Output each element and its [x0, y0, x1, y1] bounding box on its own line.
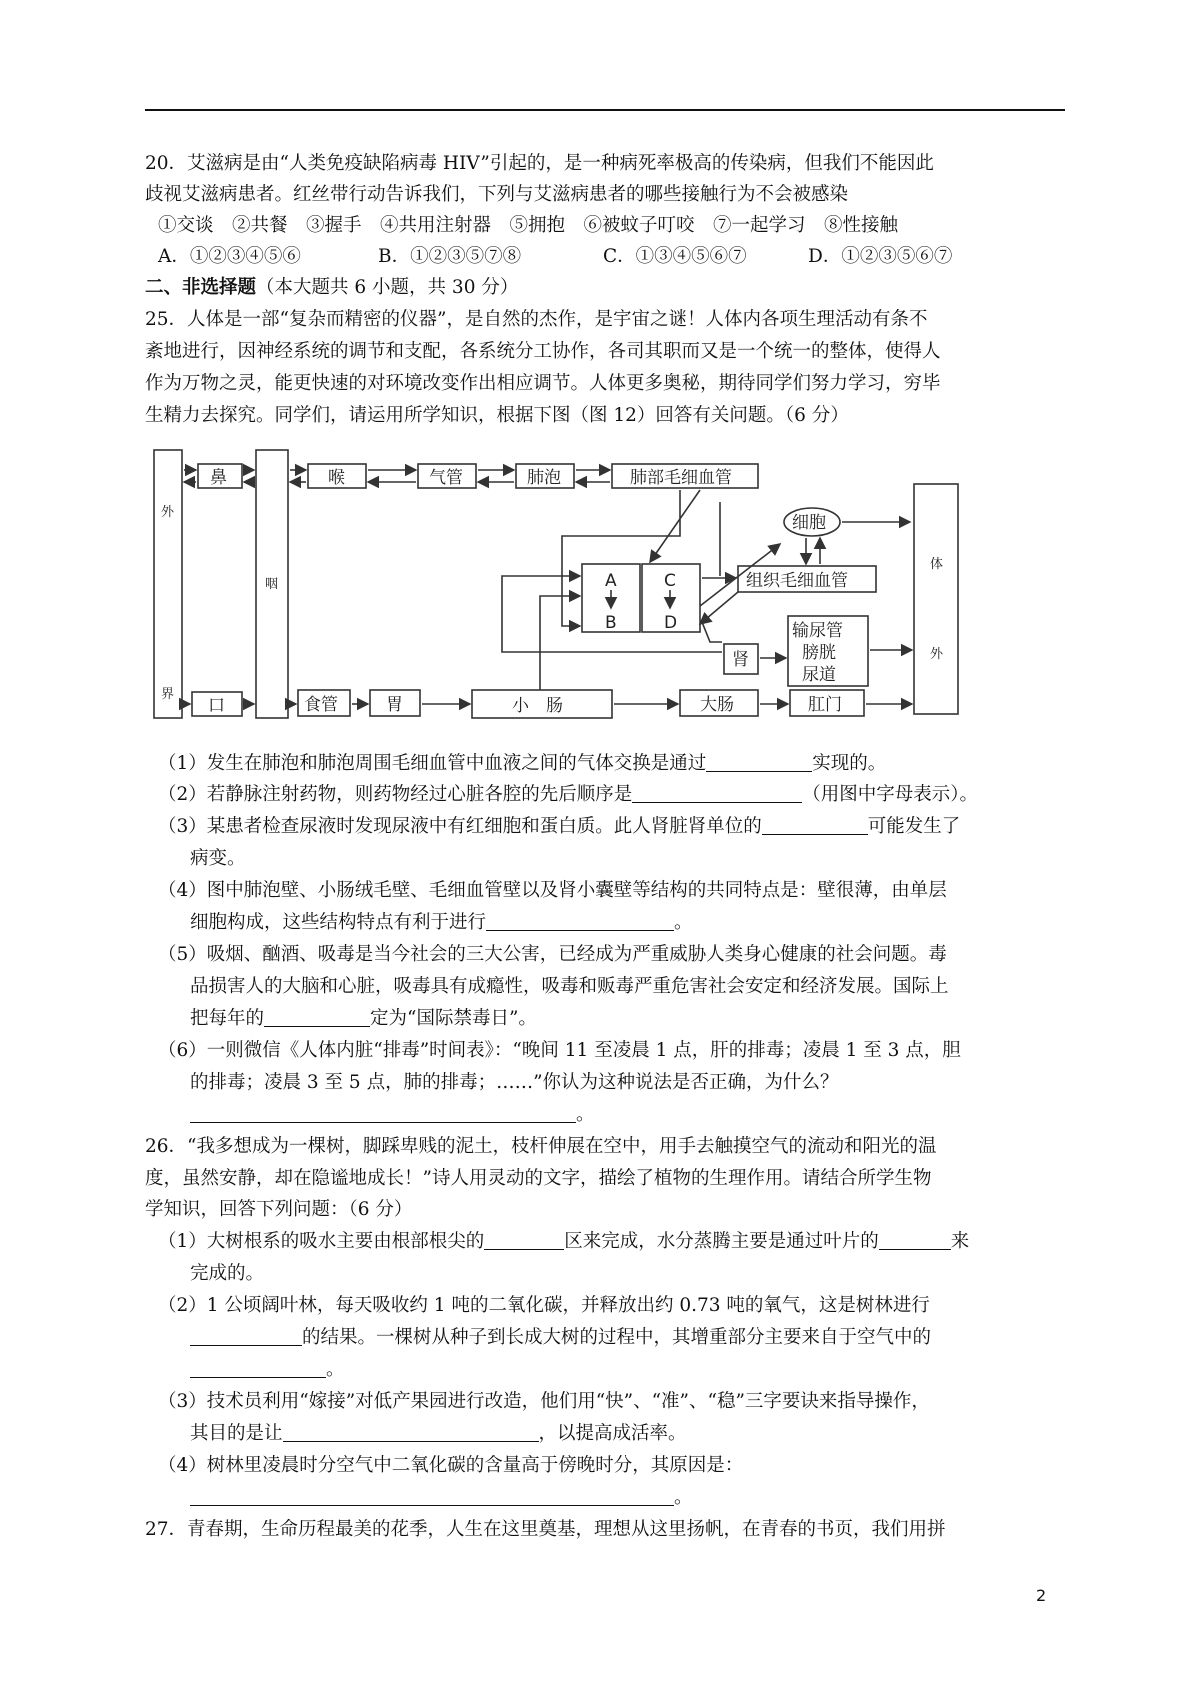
tissue-capillaries-label: 组织毛细血管 — [746, 571, 848, 591]
kidney-label: 肾 — [732, 650, 749, 670]
q26-sub1-blank2[interactable] — [879, 1231, 951, 1250]
urinary-label-3: 尿道 — [802, 665, 836, 685]
heart-c-label: C — [664, 571, 676, 591]
q25-sub2-tail: （用图中字母表示）。 — [802, 784, 979, 805]
q25-sub6-line2: 的排毒；凌晨 3 至 5 点，肺的排毒；……”你认为这种说法是否正确，为什么？ — [190, 1072, 839, 1093]
q25-sub4-line1: （4）图中肺泡壁、小肠绒毛壁、毛细血管壁以及肾小囊壁等结构的共同特点是：壁很薄，由单层 — [158, 880, 947, 901]
heart-a-label: A — [605, 571, 617, 591]
q20-items: ①交谈 ②共餐 ③握手 ④共用注射器 ⑤拥抱 ⑥被蚊子叮咬 ⑦一起学习 ⑧性接触 — [158, 215, 899, 236]
q25-sub1 — [158, 752, 886, 776]
q25-sub5-blank[interactable] — [264, 1008, 370, 1027]
q20-option-c: C．①③④⑤⑥⑦ — [603, 246, 747, 267]
q26-sub2-blank1[interactable] — [190, 1327, 302, 1346]
small-intestine-label: 小 肠 — [512, 696, 563, 716]
header-rule — [145, 109, 1065, 111]
q25-sub3 — [158, 815, 960, 839]
q25-sub2-blank[interactable] — [632, 784, 802, 803]
q20-option-b: B．①②③⑤⑦⑧ — [378, 246, 522, 267]
section2-note: （本大题共 6 小题，共 30 分） — [256, 277, 519, 298]
q25-sub6-line1: （6）一则微信《人体内脏“排毒”时间表》：“晚间 11 至凌晨 1 点，肝的排毒；凌晨 1 至 3 点，胆 — [158, 1040, 961, 1061]
q26-line1: 26．“我多想成为一棵树，脚踩卑贱的泥土，枝杆伸展在空中，用手去触摸空气的流动和阳光的温 — [145, 1136, 937, 1157]
outer-world-label-top: 外 — [161, 505, 175, 520]
q25-line4: 生精力去探究。同学们，请运用所学知识，根据下图（图 12）回答有关问题。（6 分） — [145, 405, 849, 426]
q20-line2: 歧视艾滋病患者。红丝带行动告诉我们，下列与艾滋病患者的哪些接触行为不会被感染 — [145, 184, 849, 205]
q25-sub3-cont: 病变。 — [190, 848, 246, 869]
body-systems-diagram — [140, 446, 980, 726]
q25-sub3-blank[interactable] — [762, 816, 868, 835]
q25-line1: 25．人体是一部“复杂而精密的仪器”，是自然的杰作，是宇宙之谜！人体内各项生理活动有条不 — [145, 309, 928, 330]
q26-sub1-blank1[interactable] — [484, 1231, 564, 1250]
q25-line2: 紊地进行，因神经系统的调节和支配，各系统分工协作，各司其职而又是一个统一的整体，使得人 — [145, 341, 941, 362]
body-exterior-label-top: 体 — [930, 557, 944, 572]
q25-sub1-tail: 实现的。 — [812, 753, 887, 774]
q27-line1: 27．青春期，生命历程最美的花季，人生在这里奠基，理想从这里扬帆，在青春的书页，我们用拼 — [145, 1519, 946, 1540]
outer-world-label-bottom: 界 — [161, 687, 175, 702]
q25-sub5-text: 把每年的 — [190, 1008, 265, 1029]
q26-line3: 学知识，回答下列问题：（6 分） — [145, 1199, 413, 1220]
body-exterior-label-bottom: 外 — [930, 647, 944, 662]
q26-sub2-line1: （2）1 公顷阔叶林，每天吸收约 1 吨的二氧化碳，并释放出约 0.73 吨的氧气，这是树林进行 — [158, 1295, 930, 1316]
page-number: 2 — [1036, 1586, 1047, 1605]
esophagus-label: 食管 — [304, 695, 338, 715]
q25-sub2 — [158, 783, 978, 807]
section2-heading — [145, 276, 518, 300]
q26-sub4-blank[interactable] — [190, 1487, 674, 1506]
urinary-label-1: 输尿管 — [792, 621, 843, 641]
q26-sub3-line1: （3）技术员利用“嫁接”对低产果园进行改造，他们用“快”、“准”、“稳”三字要诀来指导操作， — [158, 1391, 930, 1412]
lung-capillaries-label: 肺部毛细血管 — [630, 468, 732, 488]
q25-sub6-line3 — [190, 1103, 595, 1127]
q26-sub1-tail: 来 — [950, 1231, 970, 1252]
q25-sub6-tail: 。 — [576, 1104, 595, 1125]
nose-label: 鼻 — [210, 468, 227, 488]
q20-option-a: A．①②③④⑤⑥ — [158, 246, 301, 267]
body-exterior-box — [914, 484, 958, 714]
q26-sub2-text: 的结果。一棵树从种子到长成大树的过程中，其增重部分主要来自于空气中的 — [302, 1327, 932, 1348]
q26-line2: 度，虽然安静，却在隐谧地成长！”诗人用灵动的文字，描绘了植物的生理作用。请结合所学生物 — [145, 1168, 932, 1189]
urinary-label-2: 膀胱 — [802, 643, 836, 663]
heart-d-label: D — [664, 613, 678, 633]
q25-sub5-line3 — [190, 1007, 537, 1031]
q25-sub1-blank[interactable] — [706, 753, 812, 772]
q26-sub1-line1 — [158, 1230, 969, 1254]
larynx-label: 喉 — [328, 468, 345, 488]
q26-sub3-line2 — [190, 1422, 687, 1446]
q25-sub3-tail: 可能发生了 — [867, 816, 961, 837]
q26-sub2-line2 — [190, 1326, 931, 1350]
q26-sub3-blank[interactable] — [283, 1423, 539, 1442]
q25-sub2-text: （2）若静脉注射药物，则药物经过心脏各腔的先后顺序是 — [158, 784, 633, 805]
q25-sub3-text: （3）某患者检查尿液时发现尿液中有红细胞和蛋白质。此人肾脏肾单位的 — [158, 816, 762, 837]
q25-sub6-blank[interactable] — [190, 1104, 576, 1123]
outer-world-box — [154, 450, 182, 718]
pharynx-label: 咽 — [265, 577, 279, 592]
q20-option-d: D．①②③⑤⑥⑦ — [808, 246, 953, 267]
section2-title: 二、非选择题 — [145, 277, 257, 298]
q26-sub3-tail: ，以提高成活率。 — [538, 1423, 687, 1444]
q26-sub4-line1: （4）树林里凌晨时分空气中二氧化碳的含量高于傍晚时分，其原因是： — [158, 1455, 744, 1476]
q26-sub1-text: （1）大树根系的吸水主要由根部根尖的 — [158, 1231, 485, 1252]
q26-sub3-text: 其目的是让 — [190, 1423, 283, 1444]
heart-b-label: B — [605, 613, 617, 633]
q26-sub2-tail: 。 — [326, 1359, 345, 1380]
alveoli-label: 肺泡 — [527, 468, 561, 488]
q26-sub1-line2: 完成的。 — [190, 1263, 265, 1284]
q20-line1: 20．艾滋病是由“人类免疫缺陷病毒 HIV”引起的，是一种病死率极高的传染病，但我们不能因此 — [145, 153, 934, 174]
q25-sub4-line2 — [190, 911, 693, 935]
q25-sub5-line2: 品损害人的大脑和心脏，吸毒具有成瘾性，吸毒和贩毒严重危害社会安定和经济发展。国际上 — [190, 976, 949, 997]
large-intestine-label: 大肠 — [700, 695, 734, 715]
stomach-label: 胃 — [386, 695, 403, 715]
q25-sub5-tail: 定为“国际禁毒日”。 — [370, 1008, 537, 1029]
q25-sub1-text: （1）发生在肺泡和肺泡周围毛细血管中血液之间的气体交换是通过 — [158, 753, 707, 774]
trachea-label: 气管 — [429, 468, 463, 488]
q26-sub4-line2 — [190, 1486, 693, 1510]
q25-sub4-blank[interactable] — [486, 912, 674, 931]
q25-sub5-line1: （5）吸烟、酗酒、吸毒是当今社会的三大公害，已经成为严重威胁人类身心健康的社会问题。毒 — [158, 944, 947, 965]
q26-sub1-mid: 区来完成，水分蒸腾主要是通过叶片的 — [564, 1231, 879, 1252]
q26-sub2-blank2[interactable] — [190, 1359, 326, 1378]
q25-line3: 作为万物之灵，能更快速的对环境改变作出相应调节。人体更多奥秘，期待同学们努力学习，穷毕 — [145, 373, 941, 394]
cell-label: 细胞 — [792, 513, 826, 533]
q26-sub2-line3 — [190, 1358, 345, 1382]
mouth-label: 口 — [208, 696, 225, 716]
q25-sub4-text: 细胞构成，这些结构特点有利于进行 — [190, 912, 487, 933]
q25-sub4-tail: 。 — [674, 912, 693, 933]
anus-label: 肛门 — [808, 695, 842, 715]
q26-sub4-tail: 。 — [674, 1487, 693, 1508]
